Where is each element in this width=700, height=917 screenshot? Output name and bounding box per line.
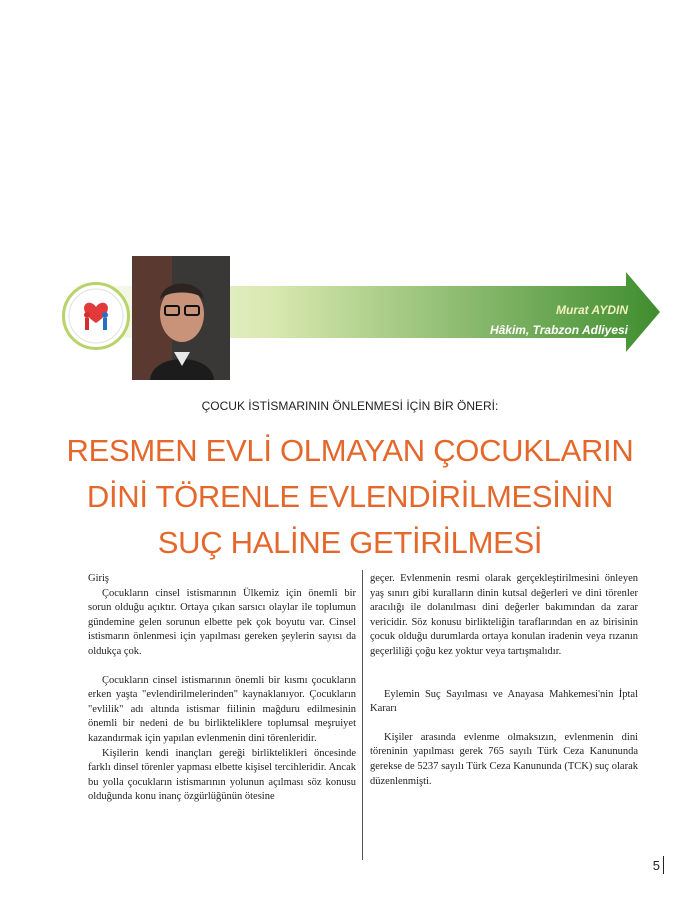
left-column [88,572,356,805]
author-photo [132,256,230,380]
paragraph: Kişilerin kendi inançları gereği birliktelikleri öncesinde farklı dinsel törenler yapması elbette kişisel tercihleridir. Ancak bu yolla çocukların istismarının yolunun açılması söz konusu olduğunda konu inanç özgürlüğünün ötesine [88,747,356,803]
author-role: Hâkim, Trabzon Adliyesi [489,323,628,337]
title-line-3: SUÇ HALİNE GETİRİLMESİ [157,525,543,560]
section-heading-intro: Giriş [88,573,109,584]
author-block [490,300,628,340]
paragraph: Kişiler arasında evlenme olmaksızın, evlenmenin dini töreninin yapılması gerek 765 sayılı Türk Ceza Kanununda gerekse de 5237 sayılı Türk Ceza Kanununda (TCK) suç olarak düzenlenmişti. [370,731,638,787]
right-column [370,572,638,789]
section-heading-crime: Eylemin Suç Sayılması ve Anayasa Mahkemesi'nin İptal Kararı [370,688,638,715]
page-number-bar [663,856,664,874]
column-divider [362,570,363,860]
page-number: 5 [652,858,660,873]
author-name: Murat AYDIN [556,303,628,317]
title-line-2: DİNİ TÖRENLE EVLENDİRİLMESİNİN [86,479,614,514]
paragraph: Çocukların cinsel istismarının Ülkemiz için önemli bir sorun olduğu açıktır. Ortaya çıkan sarsıcı olaylar ile toplumun gündemine gelen sorunun elbette pek çok boyutu var. Cinsel istismarın önlenmesi için yapılması gereken şeylerin sayısı da oldukça çok. [88,587,356,657]
paragraph: geçer. Evlenmenin resmi olarak gerçekleştirilmesini önleyen yaş sınırı gibi kuralların dinin kutsal değerleri ve dini törenler aracılığı ile dolanılması dini değerler bakımından da zarar vericidir. Söz konusu birlikteliğin taraflarından en az birisinin çocuk olduğu durumlarda ortaya konulan iradenin veya rızanın geçerliliği çoğu kez yoktur veya tartışmalıdır. [370,573,638,657]
article-title [0,428,700,566]
title-line-1: RESMEN EVLİ OLMAYAN ÇOCUKLARIN [66,433,634,468]
association-logo [62,282,130,350]
paragraph: Çocukların cinsel istismarının önemli bir kısmı çocukların erken yaşta "evlendirilmelerinden" kaynaklanıyor. Çocukların "evlilik" adı altında istismar fiilinin mağduru edilmesinin önemli bir nedeni de bu birlikteliklere toplumsal meşruiyet kazandırmak için yapılan evlenmenin dini törenleridir. [88,674,356,744]
article-subtitle: ÇOCUK İSTİSMARININ ÖNLENMESİ İÇİN BİR ÖNERİ: [201,399,499,413]
